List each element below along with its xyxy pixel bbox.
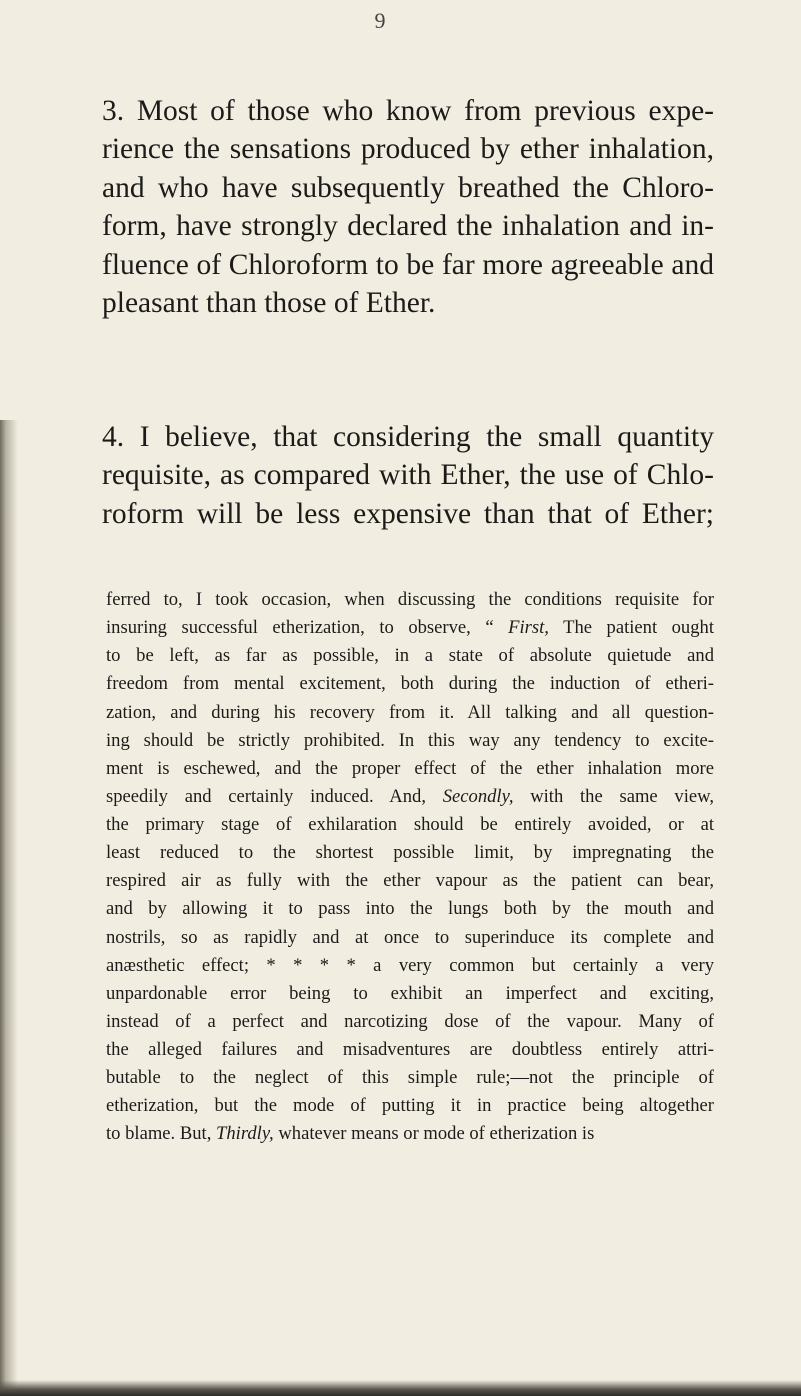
passage-line: butable to the neglect of this simple rule;—not the principle of [106, 1067, 714, 1089]
passage-text: speedily and certainly induced. And, [106, 785, 443, 807]
passage-line: and by allowing it to pass into the lungs both by the mouth and [106, 898, 714, 920]
page-gutter-shadow [0, 420, 18, 1396]
page-number: 9 [374, 8, 386, 33]
paragraph-line: rience the sensations produced by ether inhalation, [102, 133, 714, 166]
passage-line: nostrils, so as rapidly and at once to superinduce its complete and [106, 926, 714, 948]
passage-text: insuring successful etherization, to observe, “ [106, 617, 509, 639]
paragraph-line: roform will be less expensive than that of Ether; [102, 497, 714, 530]
passage-line: unpardonable error being to exhibit an imperfect and exciting, [106, 982, 714, 1004]
passage-italic: Thirdly, [216, 1123, 274, 1145]
passage-line [106, 614, 714, 642]
quoted-passage [106, 586, 714, 1149]
passage-line: anæsthetic effect; * * * * a very common but certainly a very [106, 954, 714, 976]
paragraph-line: requisite, as compared with Ether, the use of Chlo- [102, 459, 714, 492]
passage-line [106, 783, 714, 811]
passage-text: with the same view, [513, 785, 715, 807]
paragraph-3 [102, 92, 714, 322]
passage-line: the primary stage of exhilaration should be entirely avoided, or at [106, 814, 714, 835]
passage-italic: First, [508, 617, 549, 639]
passage-line: ferred to, I took occasion, when discussing the conditions requisite for [106, 589, 714, 610]
paragraph-line: form, have strongly declared the inhalation and in- [102, 210, 714, 243]
passage-line: ment is eschewed, and the proper effect of the ether inhalation more [106, 757, 714, 779]
passage-text: The patient ought [548, 617, 714, 639]
passage-line [106, 1120, 714, 1148]
paragraph-line: pleasant than those of Ether. [102, 287, 436, 320]
passage-line: zation, and during his recovery from it. All talking and all question- [106, 701, 714, 723]
passage-line: ing should be strictly prohibited. In this way any tendency to excite- [106, 729, 714, 751]
passage-line: respired air as fully with the ether vapour as the patient can bear, [106, 870, 714, 892]
passage-text: whatever means or mode of etherization is [273, 1123, 595, 1145]
paragraph-4 [102, 418, 714, 533]
paragraph-line: fluence of Chloroform to be far more agreeable and [102, 248, 714, 281]
paragraph-line: 3. Most of those who know from previous expe- [102, 95, 714, 127]
paragraph-line: and who have subsequently breathed the Chloro- [102, 171, 714, 204]
paragraph-line: 4. I believe, that considering the small quantity [102, 421, 714, 453]
passage-line: to be left, as far as possible, in a state of absolute quietude and [106, 645, 714, 667]
page-bottom-edge [0, 1380, 801, 1396]
passage-line: instead of a perfect and narcotizing dose of the vapour. Many of [106, 1010, 714, 1032]
passage-text: to blame. But, [106, 1123, 217, 1145]
passage-line: least reduced to the shortest possible limit, by impregnating the [106, 842, 714, 864]
passage-line: freedom from mental excitement, both during the induction of etheri- [106, 673, 714, 695]
passage-italic: Secondly, [442, 785, 514, 807]
passage-line: the alleged failures and misadventures are doubtless entirely attri- [106, 1039, 714, 1060]
passage-line: etherization, but the mode of putting it in practice being altogether [106, 1095, 714, 1117]
